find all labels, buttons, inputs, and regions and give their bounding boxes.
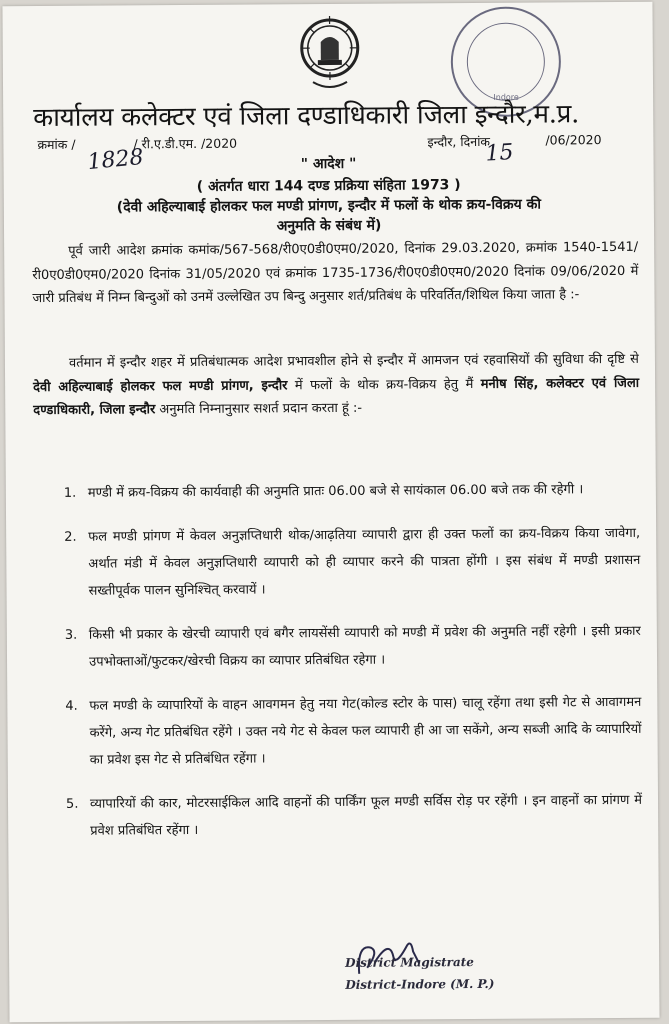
order-section: ( अंतर्गत धारा 144 दण्ड प्रक्रिया संहिता 1973 ): [196, 177, 461, 195]
order-subject-line1: (देवी अहिल्याबाई होलकर फल मण्डी प्रांगण, इन्दौर में फलों के थोक क्रय-विक्रय की: [116, 196, 542, 216]
intro-paragraph: पूर्व जारी आदेश क्रमांक कमांक/567-568/री0ए0डी0एम0/2020, दिनांक 29.03.2020, क्रमांक 1540-1541/री0ए0डी0एम0/2020 दिनांक 31/05/2020 एवं क्रमांक 1735-1736/री0ए0डी0एम0/2020 दिनांक 09/06/2020 में जारी प्रतिबंध में निम्न बिन्दुओं को उनमें उल्लेखित उप बिन्दु अनुसार शर्त/प्रतिबंध के परिवर्तित/शिथिल किया जाता है :-: [32, 239, 639, 307]
list-item-text: फल मण्डी प्रांगण में केवल अनुज्ञप्तिधारी थोक/आढ़तिया व्यापारी द्वारा ही उक्त फलों का क्रय-विक्रय किया जावेगा, अर्थात मंडी में केवल अनुज्ञप्तिधारी व्यापारी को ही व्यापार करने की पात्रता होंगी । इस संबंध में मण्डी प्रशासन सख्तीपूर्वक पालन सुनिश्चित् करवायें ।: [88, 525, 641, 599]
permission-text-2: में फलों के थोक क्रय-विक्रय हेतु मैं: [294, 376, 474, 393]
list-item-text: मण्डी में क्रय-विक्रय की कार्यवाही की अनुमति प्रातः 06.00 बजे से सायंकाल 06.00 बजे तक की रहेगी ।: [87, 482, 584, 501]
list-item-number: 2.: [64, 529, 77, 545]
list-item-number: 5.: [65, 796, 79, 812]
handwritten-day: 15: [484, 140, 515, 167]
collector-name: मनीष सिंह, कलेक्टर एवं जिला दण्डाधिकारी, जिला इन्दौर: [33, 375, 640, 419]
list-item: [35, 618, 641, 676]
handwritten-order-number: 1828: [86, 144, 145, 176]
list-item: [34, 520, 641, 605]
list-item-text: किसी भी प्रकार के खेरची व्यापारी एवं बगैर लायसेंसी व्यापारी को मण्डी में प्रवेश की अनुमति नहीं रहेगी । इसी प्रकार उपभोक्ताओं/फुटकर/खेरची विक्रय का व्यापार प्रतिबंधित रहेगा ।: [88, 623, 641, 670]
list-item-text: व्यापारियों की कार, मोटरसाईकिल आदि वाहनों की पार्किंग फूल मण्डी सर्विस रोड़ पर रहेंगी । इन वाहनों का प्रांगण में प्रवेश प्रतिबंधित रहेंगा ।: [89, 792, 643, 839]
date-suffix: /06/2020: [545, 132, 602, 148]
order-title: " आदेश ": [300, 155, 357, 173]
conditions-list: [34, 476, 643, 862]
permission-text-1: वर्तमान में इन्दौर शहर में प्रतिबंधात्मक आदेश प्रभावशील होने से इन्दौर में आमजन एवं रहवासियों की सुविधा की दृष्टि से: [68, 351, 639, 371]
place-date-label: इन्दौर, दिनांक: [427, 133, 491, 150]
list-item: [35, 689, 642, 774]
list-item-number: 1.: [63, 485, 77, 501]
permission-text-3: अनुमति निम्नानुसार सशर्त प्रदान करता हूं :-: [159, 400, 363, 418]
list-item: [34, 476, 640, 507]
mandi-name: देवी अहिल्याबाई होलकर फल मण्डी प्रांगण, इन्दौर: [33, 377, 288, 395]
list-item-number: 4.: [65, 698, 78, 714]
signatory-district: District-Indore (M. P.): [345, 976, 495, 992]
permission-paragraph: [33, 348, 639, 423]
list-item-text: फल मण्डी के व्यापारियों के वाहन आवगमन हेतु नया गेट(कोल्ड स्टोर के पास) चालू रहेंगा तथा इसी गेट से आवागमन करेंगे, अन्य गेट प्रतिबंधित रहेंगे । उक्त नये गेट से केवल फल व्यापारी ही आ जा सकेंगे, अन्य सब्जी आदि के व्यापारियों का प्रवेश इस गेट से प्रतिबंधित रहेंगा ।: [89, 694, 642, 768]
list-item-number: 3.: [64, 627, 78, 643]
state-emblem-icon: [299, 12, 362, 94]
ref-code: / री.ए.डी.एम. /2020: [133, 135, 238, 152]
list-item: [36, 787, 642, 845]
ref-prefix: क्रमांक /: [37, 136, 76, 153]
order-subject-line2: अनुमति के संबंध में): [276, 217, 382, 235]
document-page: [2, 2, 659, 1023]
office-title: कार्यालय कलेक्टर एवं जिला दण्डाधिकारी जिला इन्दौर,म.प्र.: [33, 99, 580, 134]
seal-text: Indore: [493, 92, 519, 102]
signatory-title: District Magistrate: [345, 955, 474, 970]
